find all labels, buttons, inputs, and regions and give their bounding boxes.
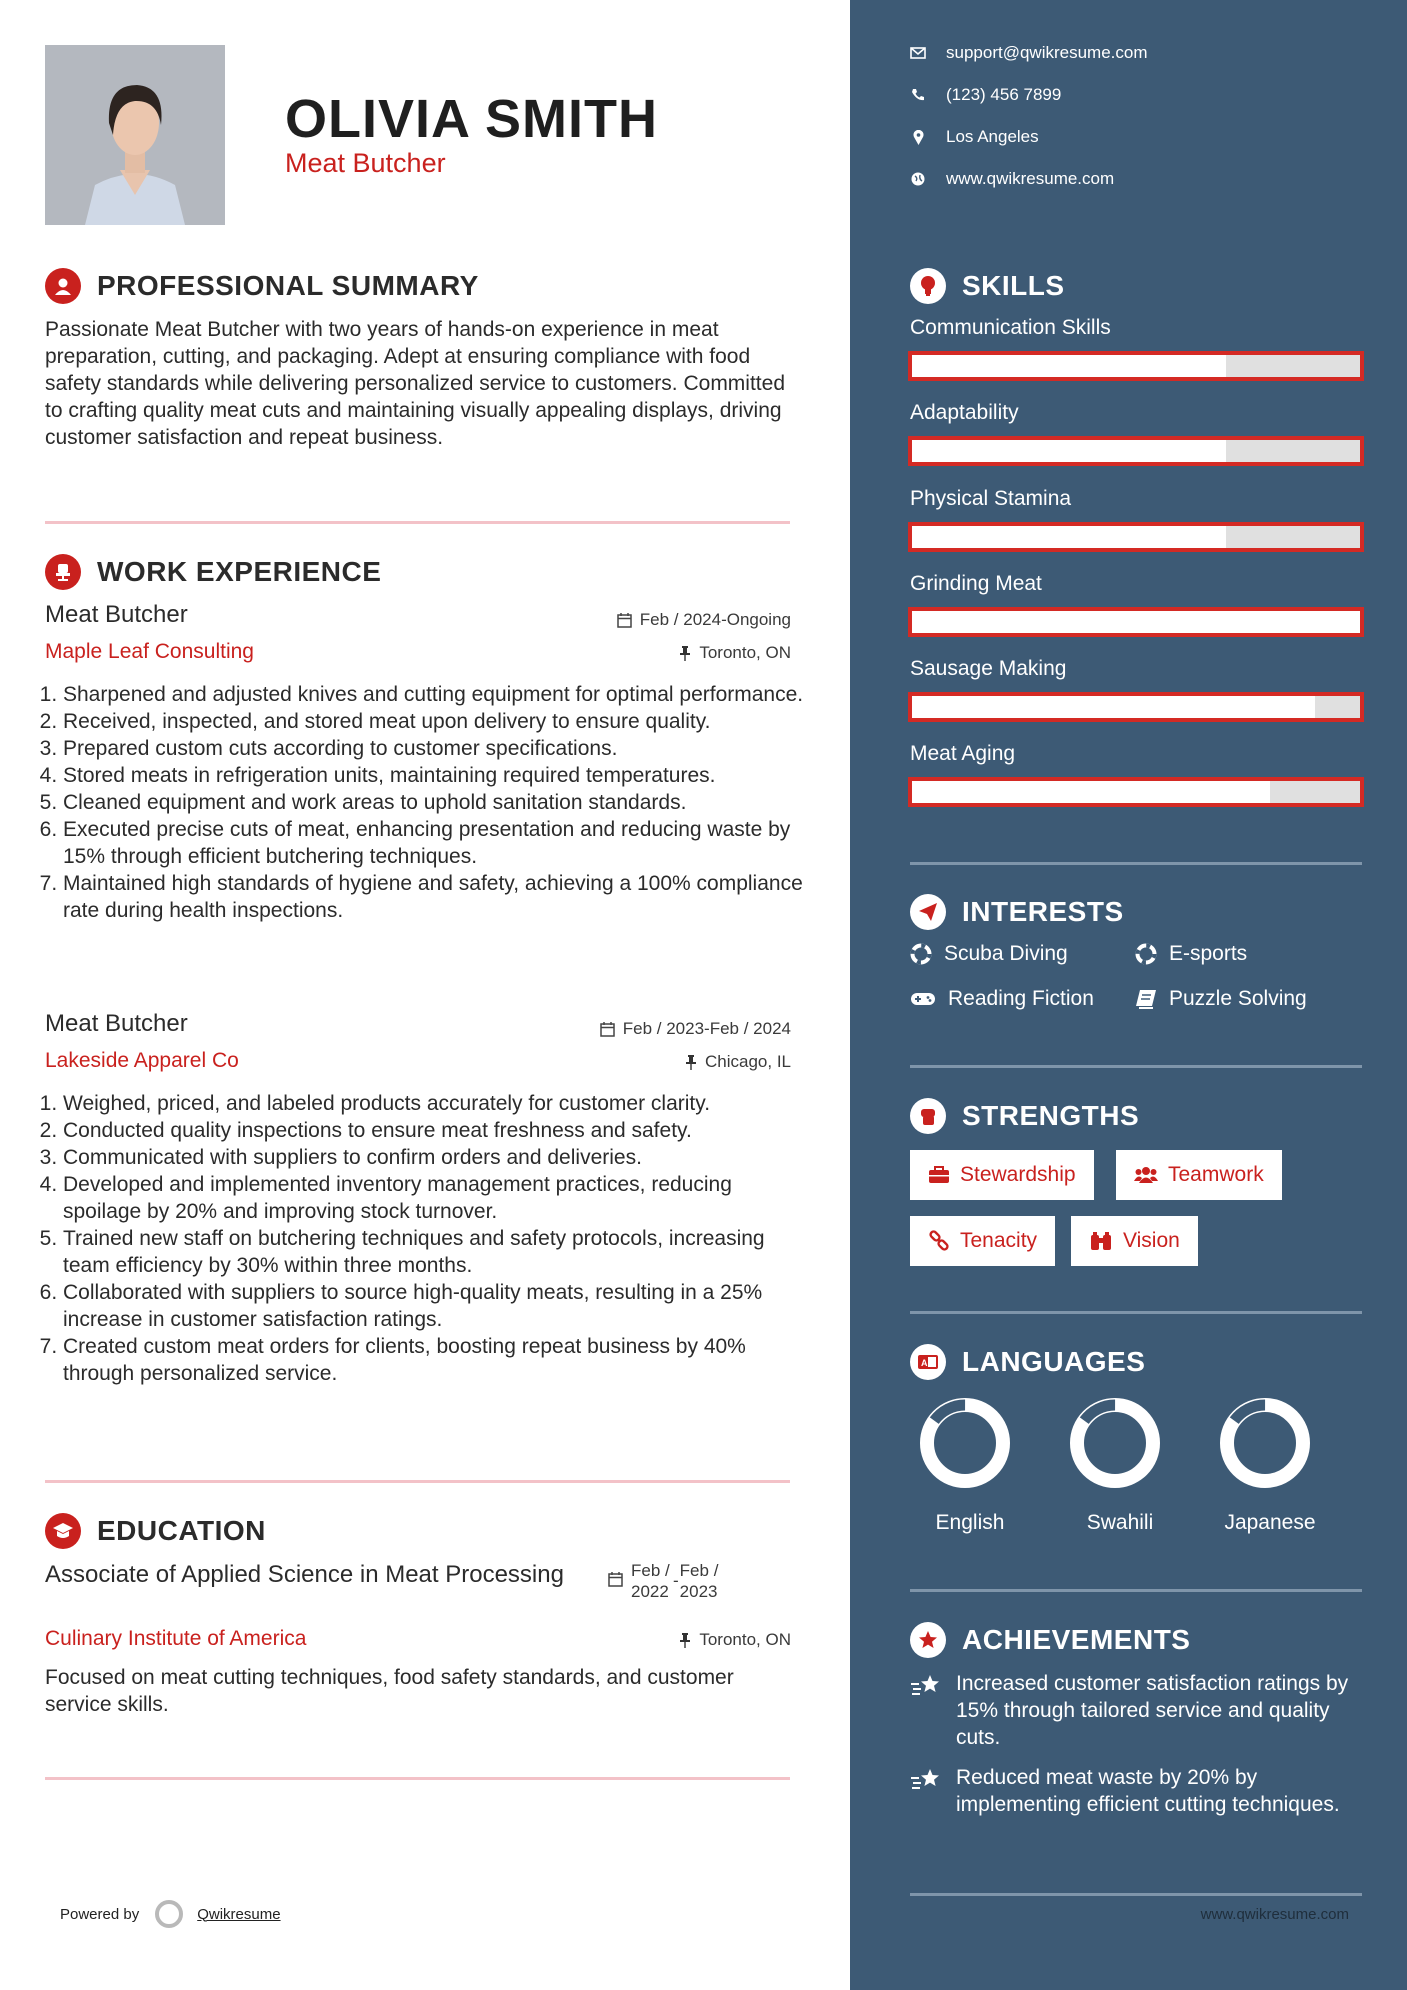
pin-icon [685, 1054, 697, 1070]
life-ring-icon [1135, 943, 1157, 965]
shooting-star-icon [910, 1672, 946, 1698]
envelope-icon [910, 47, 926, 59]
interests-heading [910, 894, 1124, 930]
skill-bar [908, 351, 1364, 381]
section-divider [910, 862, 1362, 865]
skill-bar-fill [912, 526, 1226, 548]
strength-chip: Tenacity [910, 1216, 1055, 1266]
skill-bar-fill [912, 696, 1315, 718]
strength-chip: Teamwork [1116, 1150, 1282, 1200]
language-label: Japanese [1224, 1511, 1316, 1534]
graduation-cap-icon [45, 1513, 81, 1549]
phone-icon [910, 88, 926, 102]
user-icon [45, 268, 81, 304]
strength-chip: Stewardship [910, 1150, 1094, 1200]
job-location-text: Toronto, ON [699, 643, 791, 662]
strengths-heading [910, 1098, 1139, 1134]
interest-item: Reading Fiction [910, 987, 1094, 1011]
paper-plane-icon [910, 894, 946, 930]
list-item: 5. Trained new staff on butchering techniques and safety protocols, increasing team efficiency by 30% within three months. [63, 1225, 813, 1279]
section-divider [910, 1893, 1362, 1896]
job-location-text: Chicago, IL [705, 1052, 791, 1071]
calendar-icon [600, 1022, 615, 1037]
summary-title: PROFESSIONAL SUMMARY [97, 270, 479, 301]
skills-heading [910, 268, 1065, 304]
book-icon [1135, 989, 1157, 1009]
skill-bar-fill [912, 781, 1270, 803]
skill-label: Grinding Meat [910, 572, 1042, 595]
list-item: 2. Conducted quality inspections to ensure meat freshness and safety. [63, 1117, 813, 1144]
list-item: 4. Developed and implemented inventory management practices, reducing spoilage by 20% and improving stock turnover. [63, 1171, 813, 1225]
translate-icon [910, 1344, 946, 1380]
achievement-item: Increased customer satisfaction ratings by 15% through tailored service and quality cuts. [910, 1670, 1371, 1751]
list-item: 1. Weighed, priced, and labeled products accurately for customer clarity. [63, 1090, 813, 1117]
powered-by-label: Powered by [60, 1905, 140, 1923]
education-start: Feb / 2022 [631, 1561, 670, 1601]
skill-bar [908, 777, 1364, 807]
pin-icon [679, 645, 691, 661]
education-title: EDUCATION [97, 1515, 266, 1546]
job-date [600, 1019, 791, 1039]
language-ring [918, 1396, 1012, 1490]
contact-location: Los Angeles [910, 127, 1039, 147]
interest-item: Scuba Diving [910, 942, 1068, 966]
section-divider [45, 521, 790, 524]
job-location [679, 643, 791, 663]
education-end: Feb / 2023 [679, 1561, 719, 1601]
job-location [685, 1052, 791, 1072]
job-date [617, 610, 791, 630]
svg-text:A: A [921, 1358, 928, 1368]
skill-bar [908, 436, 1364, 466]
list-item: 6. Collaborated with suppliers to source high-quality meats, resulting in a 25% increase in customer satisfaction ratings. [63, 1279, 813, 1333]
chair-icon [45, 554, 81, 590]
powered-by [60, 1900, 281, 1928]
skill-bar-fill [912, 440, 1226, 462]
contact-email[interactable]: support@qwikresume.com [910, 43, 1148, 63]
skill-bar [908, 692, 1364, 722]
language-label: English [935, 1511, 1005, 1534]
skill-bar [908, 607, 1364, 637]
list-item: 2. Received, inspected, and stored meat upon delivery to ensure quality. [63, 708, 813, 735]
list-item: 7. Maintained high standards of hygiene and safety, achieving a 100% compliance rate during health inspections. [63, 870, 813, 924]
life-ring-icon [910, 943, 932, 965]
job-date-text: Feb / 2024-Ongoing [639, 610, 791, 629]
skill-label: Physical Stamina [910, 487, 1072, 510]
job-company: Lakeside Apparel Co [45, 1049, 239, 1072]
job-title: Meat Butcher [45, 601, 188, 628]
job-company: Maple Leaf Consulting [45, 640, 254, 663]
achievement-item: Reduced meat waste by 20% by implementing efficient cutting techniques. [910, 1764, 1371, 1818]
language-ring [1218, 1396, 1312, 1490]
globe-icon [910, 172, 926, 186]
work-heading [45, 554, 381, 590]
skill-label: Sausage Making [910, 657, 1067, 680]
calendar-icon [608, 1572, 623, 1587]
job-responsibilities [45, 681, 813, 924]
binoculars-icon [1089, 1231, 1113, 1251]
job-responsibilities [45, 1090, 813, 1387]
section-divider [45, 1777, 790, 1780]
work-title: WORK EXPERIENCE [97, 556, 382, 587]
list-item: 3. Prepared custom cuts according to customer specifications. [63, 735, 813, 762]
contact-phone[interactable]: (123) 456 7899 [910, 85, 1061, 105]
qwikresume-logo-icon [155, 1900, 183, 1928]
section-divider [910, 1311, 1362, 1314]
footer-url[interactable]: www.qwikresume.com [1200, 1906, 1349, 1923]
shooting-star-icon [910, 1766, 946, 1792]
education-location [679, 1630, 791, 1650]
interest-item: E-sports [1135, 942, 1247, 966]
section-divider [910, 1589, 1362, 1592]
skill-bar-fill [912, 611, 1360, 633]
languages-heading [910, 1344, 1145, 1380]
interest-item: Puzzle Solving [1135, 987, 1307, 1011]
list-item: 6. Executed precise cuts of meat, enhancing presentation and reducing waste by 15% through efficient butchering techniques. [63, 816, 813, 870]
candidate-role: Meat Butcher [285, 148, 446, 178]
lightbulb-icon [910, 268, 946, 304]
list-item: 5. Cleaned equipment and work areas to uphold sanitation standards. [63, 789, 813, 816]
briefcase-icon [928, 1166, 950, 1184]
strengths-title: STRENGTHS [962, 1100, 1140, 1131]
star-badge-icon [910, 1622, 946, 1658]
calendar-icon [617, 613, 632, 628]
education-location-text: Toronto, ON [699, 1630, 791, 1649]
education-dates: Feb / 2022 - Feb / 2023 [608, 1560, 718, 1602]
list-item: 4. Stored meats in refrigeration units, maintaining required temperatures. [63, 762, 813, 789]
profile-photo [45, 45, 225, 225]
strength-chip: Vision [1071, 1216, 1198, 1266]
languages-title: LANGUAGES [962, 1346, 1146, 1377]
link-icon [928, 1230, 950, 1252]
education-heading [45, 1513, 266, 1549]
summary-text: Passionate Meat Butcher with two years of hands-on experience in meat preparation, cutting, and packaging. Adept at ensuring compliance with food safety standards while delivering personalized service to customers. Committed to crafting quality meat cuts and maintaining visually appealing displays, driving customer satisfaction and repeat business. [45, 318, 785, 449]
language-label: Swahili [1086, 1511, 1154, 1534]
gamepad-icon [910, 991, 936, 1007]
skill-label: Meat Aging [910, 742, 1016, 765]
interests-title: INTERESTS [962, 896, 1124, 927]
candidate-name: OLIVIA SMITH [285, 89, 658, 149]
skill-label: Communication Skills [910, 316, 1111, 339]
list-item: 1. Sharpened and adjusted knives and cutting equipment for optimal performance. [63, 681, 813, 708]
list-item: 7. Created custom meat orders for clients, boosting repeat business by 40% through personalized service. [63, 1333, 813, 1387]
achievements-heading [910, 1622, 1190, 1658]
school-name: Culinary Institute of America [45, 1627, 307, 1650]
summary-heading [45, 268, 479, 304]
users-icon [1134, 1166, 1158, 1184]
map-pin-icon [910, 130, 926, 145]
education-text: Focused on meat cutting techniques, food safety standards, and customer service skills. [45, 1666, 734, 1716]
section-divider [45, 1480, 790, 1483]
section-divider [910, 1065, 1362, 1068]
skills-title: SKILLS [962, 270, 1065, 301]
job-title: Meat Butcher [45, 1010, 188, 1037]
list-item: 3. Communicated with suppliers to confirm orders and deliveries. [63, 1144, 813, 1171]
contact-website[interactable]: www.qwikresume.com [910, 169, 1114, 189]
brand-link[interactable]: Qwikresume [197, 1905, 281, 1923]
skill-label: Adaptability [910, 401, 1019, 424]
fist-icon [910, 1098, 946, 1134]
degree-title: Associate of Applied Science in Meat Processing [45, 1561, 564, 1588]
language-ring [1068, 1396, 1162, 1490]
achievements-title: ACHIEVEMENTS [962, 1624, 1191, 1655]
skill-bar [908, 522, 1364, 552]
pin-icon [679, 1632, 691, 1648]
skill-bar-fill [912, 355, 1226, 377]
job-date-text: Feb / 2023-Feb / 2024 [622, 1019, 791, 1038]
